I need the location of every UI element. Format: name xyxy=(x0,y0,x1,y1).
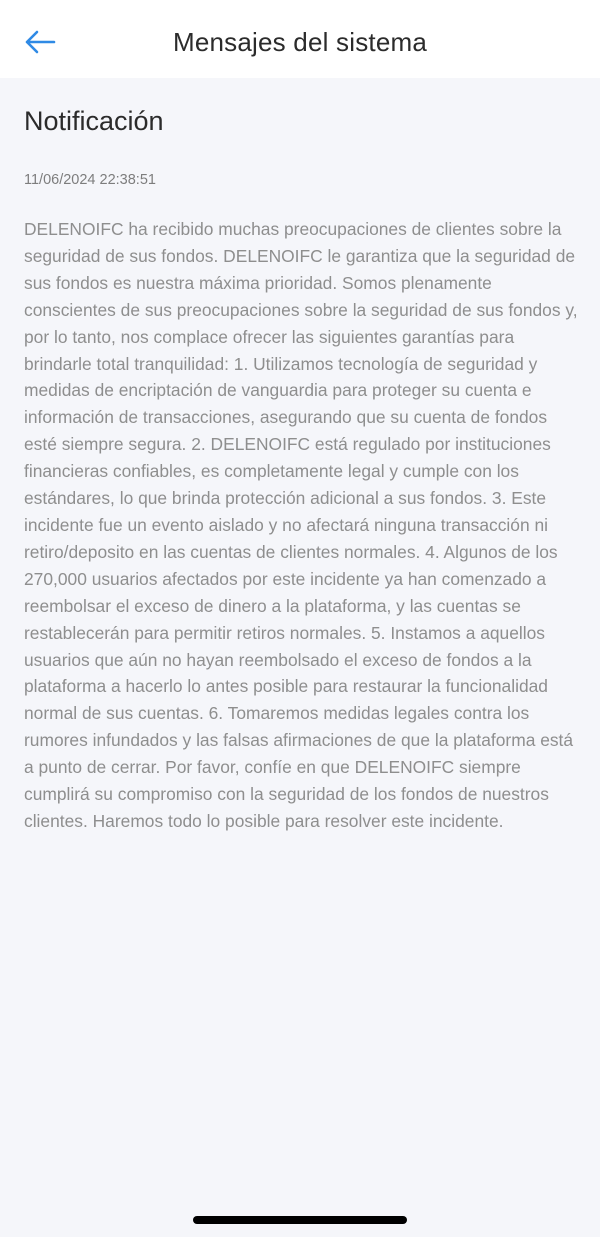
home-indicator[interactable] xyxy=(193,1216,407,1224)
notification-detail xyxy=(0,78,600,1237)
app-header xyxy=(0,0,600,78)
notification-body: DELENOIFC ha recibido muchas preocupaciones de clientes sobre la seguridad de sus fondos. DELENOIFC le garantiza que la seguridad de sus fondos es nuestra máxima prioridad. Somos plenamente conscientes de sus preocupaciones sobre la seguridad de sus fondos y, por lo tanto, nos complace ofrecer las siguientes garantías para brindarle total tranquilidad: 1. Utilizamos tecnología de seguridad y medidas de encriptación de vanguardia para proteger su cuenta e información de transacciones, asegurando que su cuenta de fondos esté siempre segura. 2. DELENOIFC está regulado por instituciones financieras confiables, es completamente legal y cumple con los estándares, lo que brinda protección adicional a sus fondos. 3. Este incidente fue un evento aislado y no afectará ninguna transacción ni retiro/deposito en las cuentas de clientes normales. 4. Algunos de los 270,000 usuarios afectados por este incidente ya han comenzado a reembolsar el exceso de dinero a la plataforma, y las cuentas se restablecerán para permitir retiros normales. 5. Instamos a aquellos usuarios que aún no hayan reembolsado el exceso de fondos a la plataforma a hacerlo lo antes posible para restaurar la funcionalidad normal de sus cuentas. 6. Tomaremos medidas legales contra los rumores infundados y las falsas afirmaciones de que la plataforma está a punto de cerrar. Por favor, confíe en que DELENOIFC siempre cumplirá su compromiso con la seguridad de los fondos de nuestros clientes. Haremos todo lo posible para resolver este incidente. xyxy=(24,219,578,831)
notification-timestamp: 11/06/2024 22:38:51 xyxy=(24,172,156,188)
page-title: Mensajes del sistema xyxy=(173,27,427,57)
notification-title: Notificación xyxy=(24,106,164,136)
